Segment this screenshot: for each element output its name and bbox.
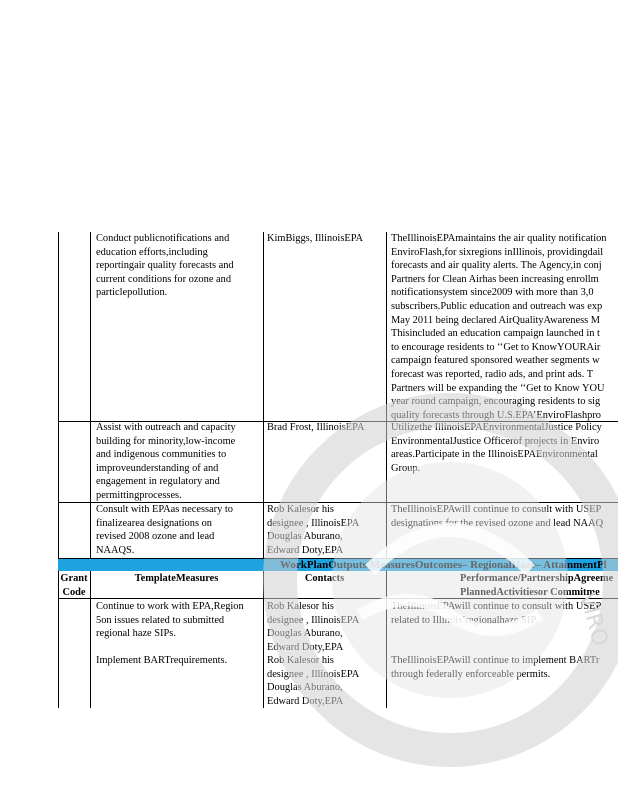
measure-cell: Assist with outreach and capacity building for minority,low-income and indigenous communities to improveunderstanding of and engagement in regulatory and permittingprocesses.: [96, 422, 236, 501]
table-border-col1: [90, 232, 91, 708]
measure-cell: Implement BARTrequirements.: [96, 655, 228, 666]
contact-cell: Rob Kalesor his designee , IllinoisEPA Douglas Aburano, Edward Doty,EPA: [267, 504, 360, 556]
contact-cell: KimBiggs, IllinoisEPA: [267, 233, 364, 244]
activity-cell: TheIllinoisEPAwill continue to consult with USEP related to Illinois’regionalhaze SIP.: [391, 601, 602, 626]
header-grant-code: Grant Code: [60, 573, 88, 598]
table-border-left: [58, 232, 59, 708]
header-contacts: Contacts: [304, 573, 345, 584]
activity-cell: TheIllinoisEPAwill continue to consult with USEP designations for the revised ozone and lead NAAQ: [391, 504, 604, 529]
measure-cell: Conduct publicnotifications and education efforts,including reportingair quality forecasts and current conditions for ozone and particlepollution.: [96, 233, 234, 299]
section-band-title: WorkPlanOutputs/MeasuresOutcomes– RegionalHaze– AttainmentPl: [280, 559, 607, 571]
activity-cell: Utilizethe IllinoisEPAEnvironmentalJustice Policy EnvironmentalJustice Officerof projects in Enviro areas.Participate in the IllinoisEPAEnvironmental Group.: [391, 422, 602, 474]
contact-cell: Rob Kalesor his designee , IllinoisEPA Douglas Aburano, Edward Doty,EPA: [267, 601, 360, 653]
measure-cell: Continue to work with EPA,Region 5on issues related to submitted regional haze SIPs.: [96, 601, 244, 640]
measure-cell: Consult with EPAas necessary to finalizearea designations on revised 2008 ozone and lead NAAQS.: [96, 504, 233, 556]
header-performance: Performance/PartnershipAgreeme PlannedActivitiesor Commitme: [460, 573, 614, 598]
contact-cell: Rob Kalesor his designee , IllinoisEPA Douglas Aburano, Edward Doty,EPA: [267, 655, 360, 707]
header-template-measures: TemplateMeasures: [134, 573, 219, 584]
activity-cell: TheIllinoisEPAwill continue to implement BARTr through federally enforceable permits.: [391, 655, 600, 680]
contact-cell: Brad Frost, IllinoisEPA: [267, 422, 365, 433]
table-border-col2: [263, 232, 264, 708]
watermark-text: VIRO: [574, 590, 613, 649]
table-border-col3: [386, 232, 387, 708]
activity-cell: TheIllinoisEPAmaintains the air quality notification EnviroFlash,for sixregions inIllinois, providingdail forecasts and air quality alerts. The Agency,in conj Partners for Clean Airhas been increasing enrollm notificationsystem since2009 with more than 3,0 subscribers.Public education and outreach was exp May 2011 being declared AirQualityAwareness M Thisincluded an education campaign launched in t to encourage residents to ‘‘Get to KnowYOURAir campaign featured sponsored weather segments w forecast was reported, radio ads, and print ads. T Partners will be expanding the ‘‘Get to Know YOU year round campaign, encouraging residents to sig quality forecasts through U.S.EPA’EnviroFlashpro: [391, 233, 607, 421]
